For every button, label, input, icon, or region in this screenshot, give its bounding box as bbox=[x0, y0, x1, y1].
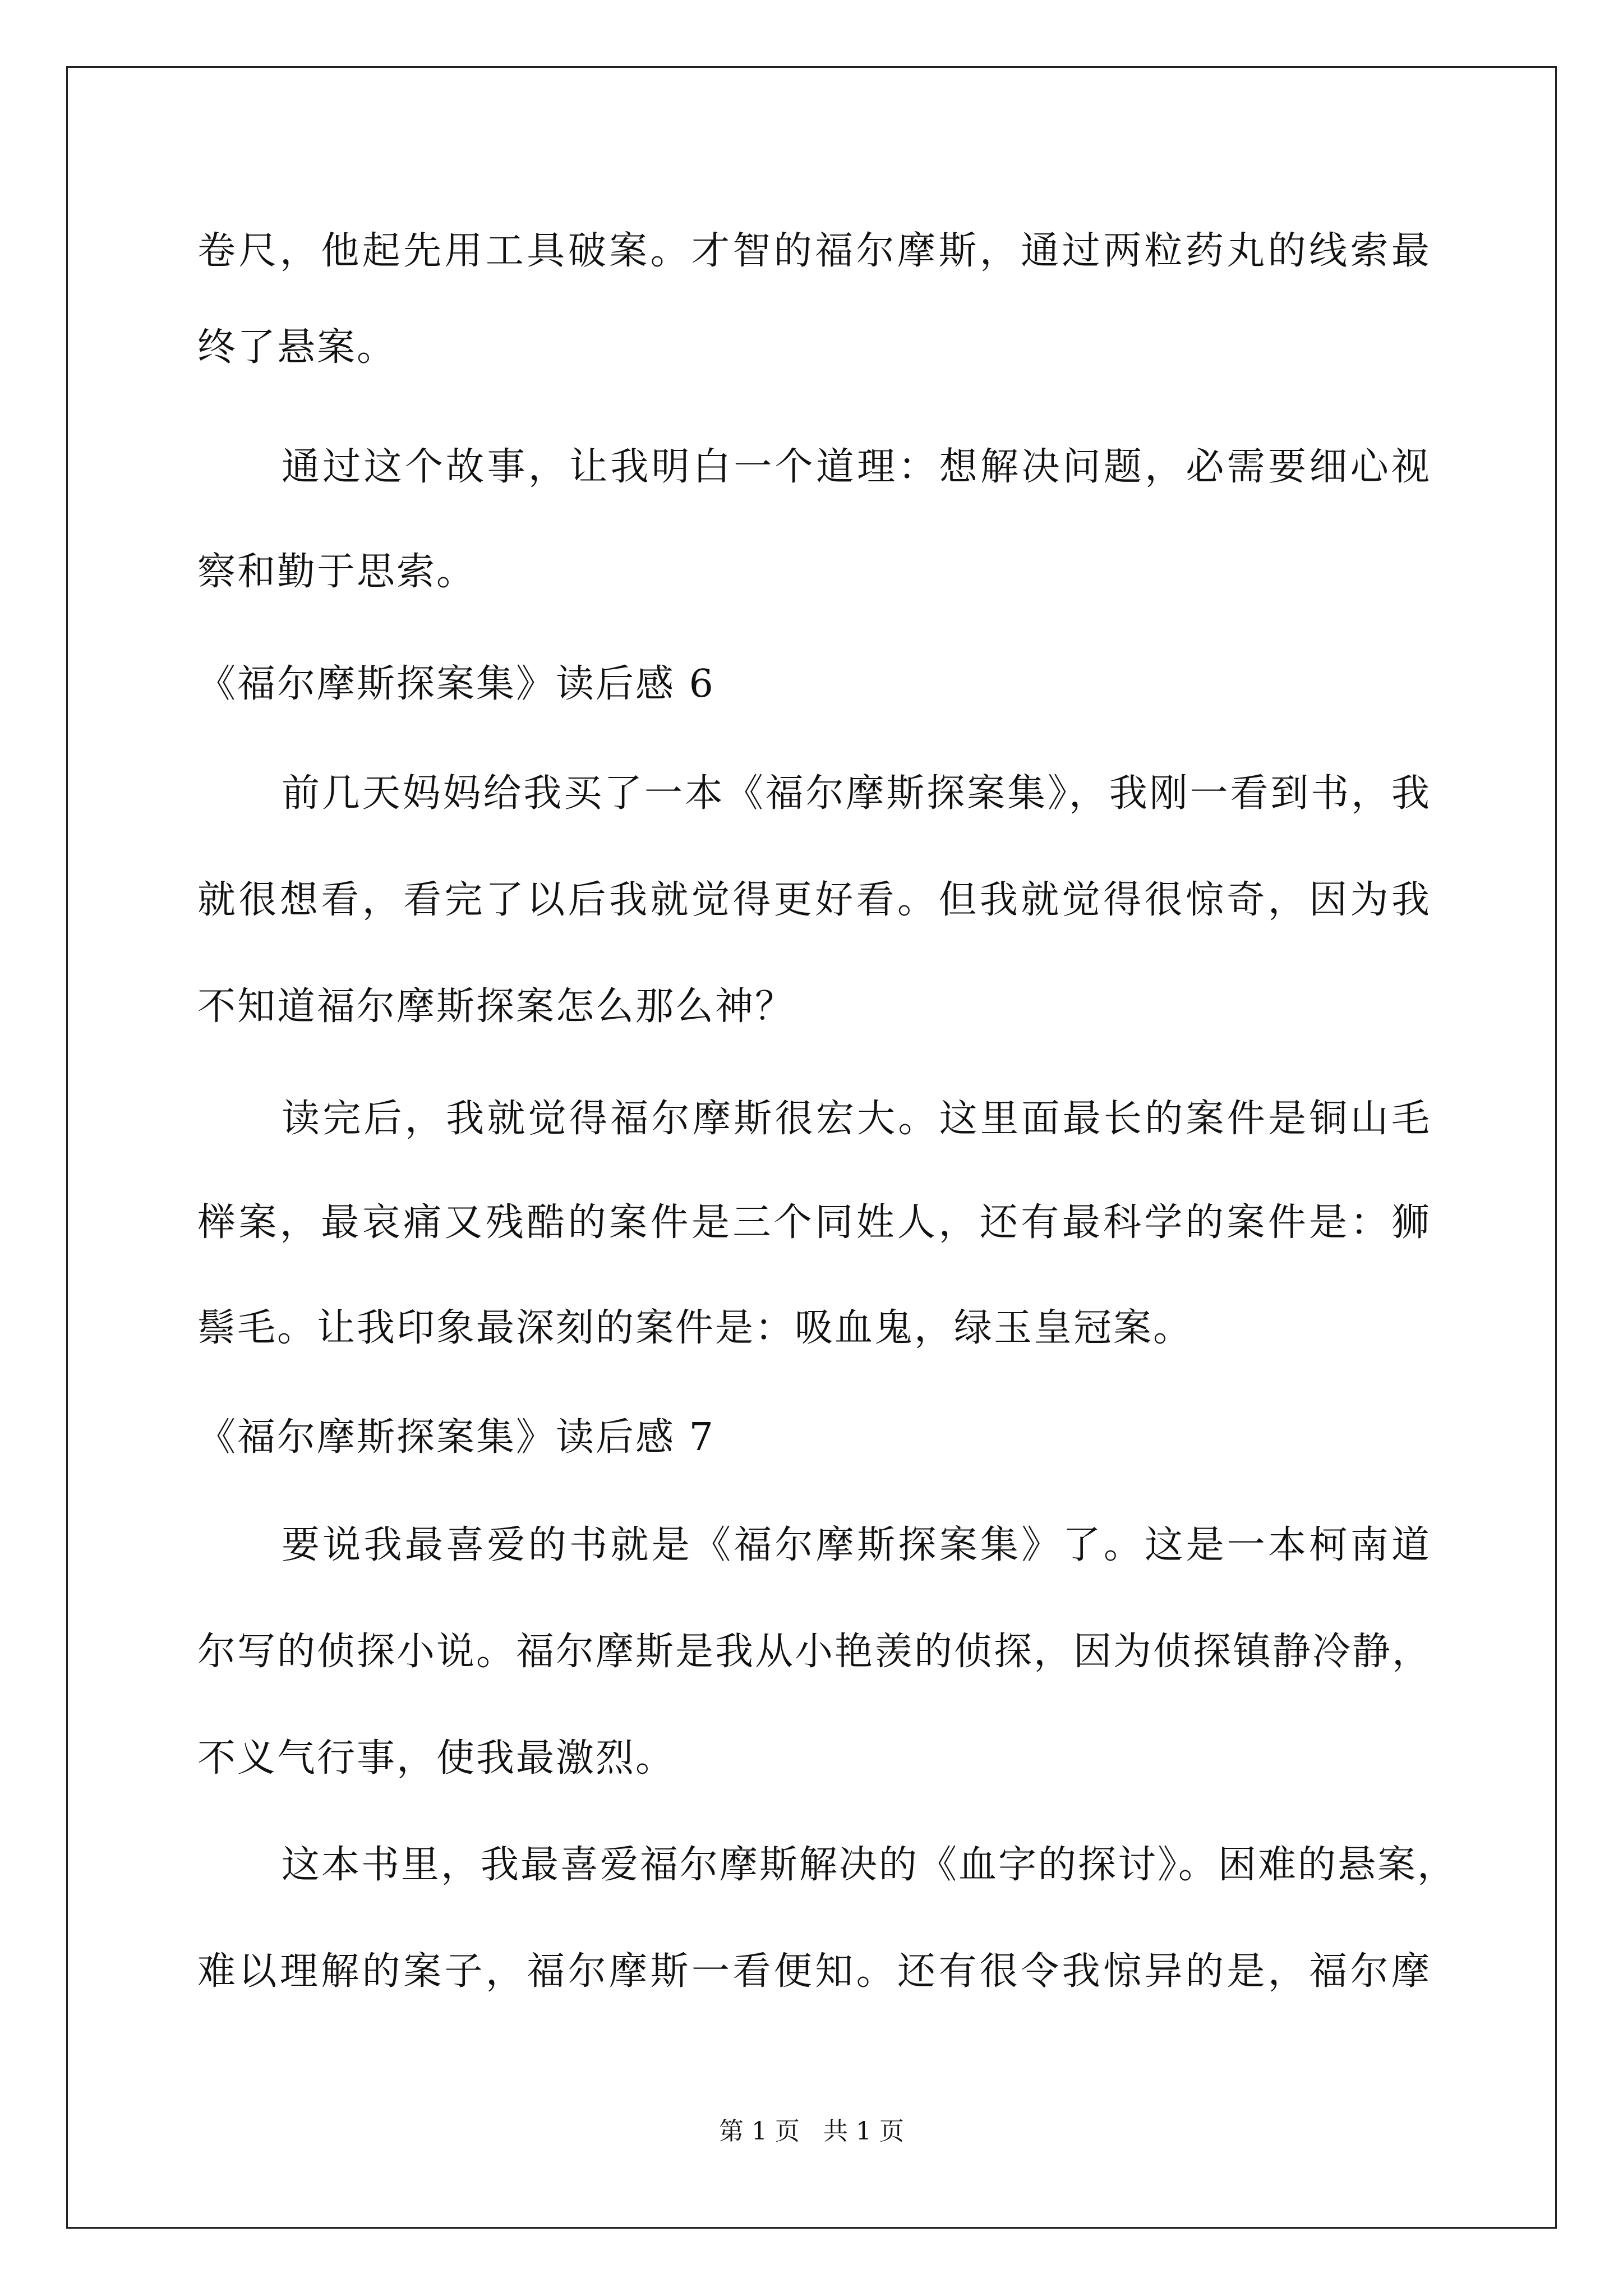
paragraph-line: 察和勤于思索。 bbox=[197, 550, 477, 594]
page-number-footer: 第 1 页 共 1 页 bbox=[719, 2117, 904, 2146]
paragraph-line: 卷尺，他起先用工具破案。才智的福尔摩斯，通过两粒药丸的线索最 bbox=[197, 229, 1431, 273]
paragraph-line: 不知道福尔摩斯探案怎么那么神？ bbox=[197, 984, 795, 1029]
paragraph-line: 前几天妈妈给我买了一本《福尔摩斯探案集》，我刚一看到书，我 bbox=[282, 771, 1431, 816]
page-border bbox=[66, 66, 1557, 2229]
paragraph-line: 尔写的侦探小说。福尔摩斯是我从小艳羡的侦探，因为侦探镇静冷静， bbox=[197, 1630, 1432, 1674]
paragraph-line: 读完后，我就觉得福尔摩斯很宏大。这里面最长的案件是铜山毛 bbox=[282, 1097, 1431, 1141]
paragraph-line: 通过这个故事，让我明白一个道理：想解决问题，必需要细心视 bbox=[282, 445, 1431, 489]
paragraph-line: 不义气行事，使我最激烈。 bbox=[197, 1736, 676, 1780]
paragraph-line: 难以理解的案子，福尔摩斯一看便知。还有很令我惊异的是，福尔摩 bbox=[197, 1949, 1431, 1994]
section-heading: 《福尔摩斯探案集》读后感 6 bbox=[197, 662, 715, 706]
paragraph-line: 鬃毛。让我印象最深刻的案件是：吸血鬼，绿玉皇冠案。 bbox=[197, 1306, 1193, 1350]
paragraph-line: 就很想看，看完了以后我就觉得更好看。但我就觉得很惊奇，因为我 bbox=[197, 878, 1431, 922]
section-heading: 《福尔摩斯探案集》读后感 7 bbox=[197, 1415, 715, 1460]
paragraph-line: 要说我最喜爱的书就是《福尔摩斯探案集》了。这是一本柯南道 bbox=[282, 1523, 1431, 1567]
paragraph-line: 终了悬案。 bbox=[197, 325, 397, 370]
paragraph-line: 榉案，最哀痛又残酷的案件是三个同姓人，还有最科学的案件是：狮 bbox=[197, 1200, 1431, 1245]
paragraph-line: 这本书里，我最喜爱福尔摩斯解决的《血字的探讨》。困难的悬案， bbox=[282, 1843, 1458, 1887]
